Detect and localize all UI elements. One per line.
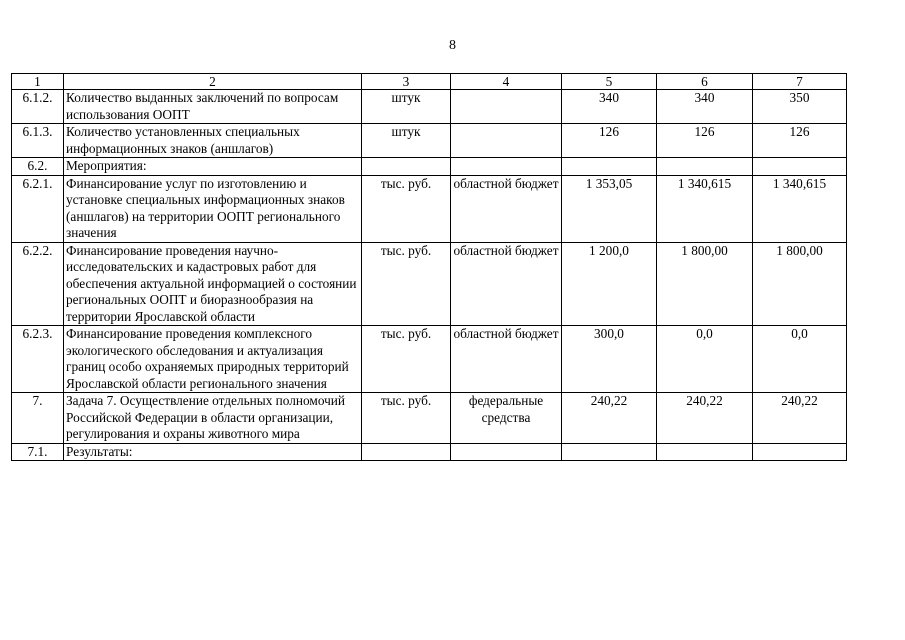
column-header: 5 [562,74,657,90]
row-value-5: 300,0 [562,326,657,393]
row-value-7 [753,443,847,461]
row-name: Финансирование услуг по изготовлению и установке специальных информационных знаков (аншлагов) на территории ООПТ регионального значения [64,175,362,242]
row-name: Задача 7. Осуществление отдельных полномочий Российской Федерации в области организации, регулирования и охраны животного мира [64,393,362,444]
row-unit: тыс. руб. [362,326,451,393]
row-value-7: 240,22 [753,393,847,444]
row-source: областной бюджет [451,326,562,393]
table-row [12,393,847,444]
row-name: Финансирование проведения комплексного экологического обследования и актуализация границ особо охраняемых природных территорий Ярославской области регионального значения [64,326,362,393]
row-source [451,443,562,461]
row-value-5: 126 [562,124,657,158]
column-header: 7 [753,74,847,90]
data-table [11,73,847,461]
row-number: 6.2.1. [12,175,64,242]
row-source: областной бюджет [451,175,562,242]
row-value-7 [753,158,847,176]
row-name: Количество выданных заключений по вопросам использования ООПТ [64,90,362,124]
row-value-5: 1 200,0 [562,242,657,326]
row-unit: тыс. руб. [362,242,451,326]
row-unit [362,158,451,176]
row-number: 6.2.3. [12,326,64,393]
row-value-7: 1 800,00 [753,242,847,326]
column-header: 6 [657,74,753,90]
row-source [451,124,562,158]
row-value-7: 1 340,615 [753,175,847,242]
row-name: Количество установленных специальных информационных знаков (аншлагов) [64,124,362,158]
page-number: 8 [449,38,456,53]
row-name: Результаты: [64,443,362,461]
row-value-6: 0,0 [657,326,753,393]
row-value-6 [657,443,753,461]
table-row [12,242,847,326]
row-name: Финансирование проведения научно-исследовательских и кадастровых работ для обеспечения актуальной информацией о состоянии региональных ООПТ и биоразнообразия на территории Ярославской области [64,242,362,326]
row-value-7: 0,0 [753,326,847,393]
row-number: 7. [12,393,64,444]
row-number: 6.1.2. [12,90,64,124]
row-name: Мероприятия: [64,158,362,176]
row-value-6: 1 340,615 [657,175,753,242]
header-row [12,74,847,90]
table-row [12,175,847,242]
row-unit: штук [362,124,451,158]
row-source [451,158,562,176]
row-value-5 [562,158,657,176]
row-source [451,90,562,124]
row-source: областной бюджет [451,242,562,326]
table-row [12,90,847,124]
row-value-5 [562,443,657,461]
column-header: 4 [451,74,562,90]
row-unit [362,443,451,461]
row-unit: штук [362,90,451,124]
row-unit: тыс. руб. [362,175,451,242]
row-value-6: 1 800,00 [657,242,753,326]
row-value-5: 340 [562,90,657,124]
row-unit: тыс. руб. [362,393,451,444]
row-value-5: 1 353,05 [562,175,657,242]
table-row [12,326,847,393]
row-value-5: 240,22 [562,393,657,444]
row-number: 6.1.3. [12,124,64,158]
row-value-6 [657,158,753,176]
table-row [12,158,847,176]
column-header: 2 [64,74,362,90]
row-number: 6.2.2. [12,242,64,326]
column-header: 3 [362,74,451,90]
row-number: 7.1. [12,443,64,461]
table-row [12,443,847,461]
row-number: 6.2. [12,158,64,176]
row-value-6: 340 [657,90,753,124]
column-header: 1 [12,74,64,90]
row-value-6: 240,22 [657,393,753,444]
row-value-7: 350 [753,90,847,124]
row-source: федеральные средства [451,393,562,444]
row-value-6: 126 [657,124,753,158]
table-row [12,124,847,158]
row-value-7: 126 [753,124,847,158]
